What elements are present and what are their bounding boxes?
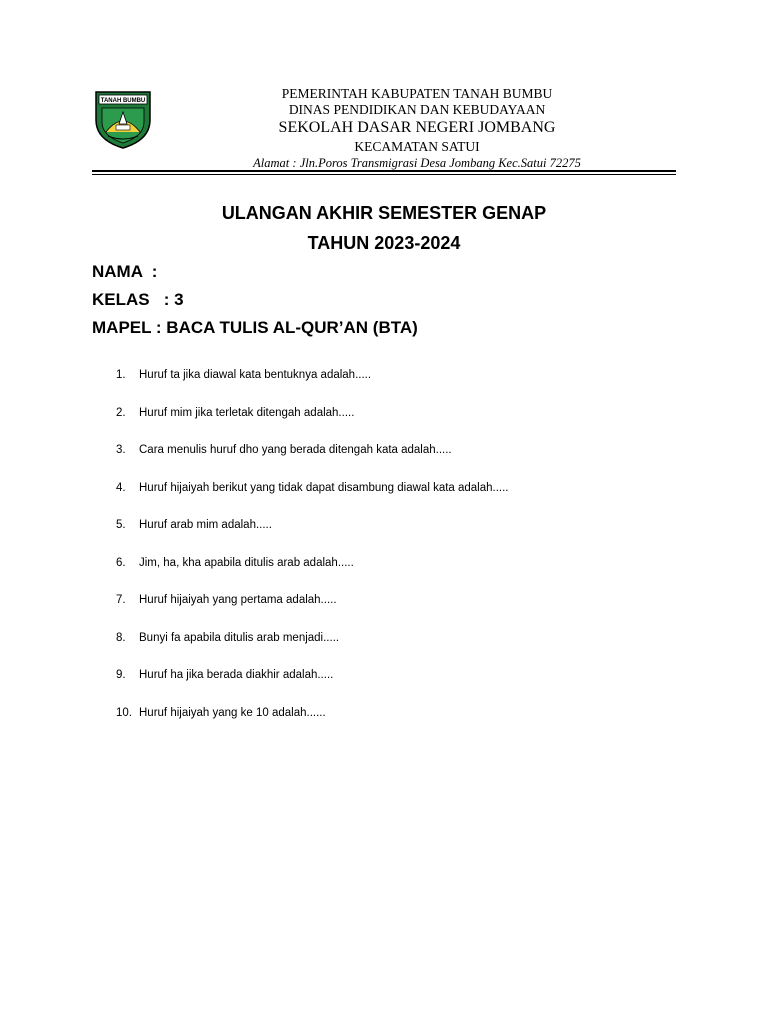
question-number: 9.: [116, 669, 126, 681]
question-text: Huruf ta jika diawal kata bentuknya adalah.....: [139, 369, 372, 381]
question-item: [116, 627, 676, 665]
government-line: PEMERINTAH KABUPATEN TANAH BUMBU: [281, 86, 553, 101]
question-number: 6.: [116, 556, 126, 569]
exam-title-block: [92, 198, 676, 258]
question-number: 4.: [116, 481, 126, 494]
subject-field-label: MAPEL : BACA TULIS AL-QUR’AN (BTA): [92, 318, 418, 337]
letterhead-divider-thick: [92, 170, 676, 172]
question-item: [116, 477, 676, 515]
question-text: Huruf mim jika terletak ditengah adalah.....: [139, 406, 355, 419]
class-field-label: KELAS : 3: [92, 290, 184, 309]
exam-year: TAHUN 2023-2024: [307, 233, 461, 253]
school-name: SEKOLAH DASAR NEGERI JOMBANG: [278, 119, 556, 136]
letterhead-divider-thin: [92, 174, 676, 175]
question-text: Huruf arab mim adalah.....: [139, 519, 272, 531]
name-field-label: NAMA :: [92, 262, 158, 281]
question-item: [116, 439, 676, 477]
question-text: Huruf ha jika berada diakhir adalah.....: [139, 669, 334, 681]
question-number: 8.: [116, 631, 126, 644]
question-number: 1.: [116, 369, 126, 381]
school-address: Alamat : Jln.Poros Transmigrasi Desa Jombang Kec.Satui 72275: [253, 156, 581, 170]
question-item: [116, 514, 676, 552]
question-item: [116, 402, 676, 440]
letterhead-text: [158, 84, 676, 171]
question-text: Bunyi fa apabila ditulis arab menjadi.....: [139, 631, 340, 644]
question-text: Huruf hijaiyah yang pertama adalah.....: [139, 594, 337, 606]
question-text: Jim, ha, kha apabila ditulis arab adalah.....: [139, 556, 354, 569]
question-text: Huruf hijaiyah berikut yang tidak dapat disambung diawal kata adalah.....: [139, 481, 509, 494]
question-item: [116, 664, 676, 702]
question-number: 10.: [116, 706, 132, 719]
svg-text:TANAH BUMBU: TANAH BUMBU: [100, 98, 146, 104]
question-number: 7.: [116, 594, 126, 606]
question-item: [116, 364, 676, 402]
question-item: [116, 552, 676, 590]
district-line: KECAMATAN SATUI: [354, 139, 480, 154]
question-text: Cara menulis huruf dho yang berada ditengah kata adalah.....: [139, 444, 452, 456]
question-number: 2.: [116, 406, 126, 419]
question-number: 3.: [116, 444, 126, 456]
student-identity: [92, 258, 676, 342]
question-list: [116, 364, 676, 739]
question-number: 5.: [116, 519, 126, 531]
regency-emblem-logo: [94, 90, 152, 150]
department-line: DINAS PENDIDIKAN DAN KEBUDAYAAN: [288, 102, 546, 117]
question-item: [116, 589, 676, 627]
question-text: Huruf hijaiyah yang ke 10 adalah......: [139, 706, 326, 719]
letterhead: [92, 84, 676, 176]
exam-title: ULANGAN AKHIR SEMESTER GENAP: [221, 203, 547, 223]
question-item: [116, 702, 676, 740]
